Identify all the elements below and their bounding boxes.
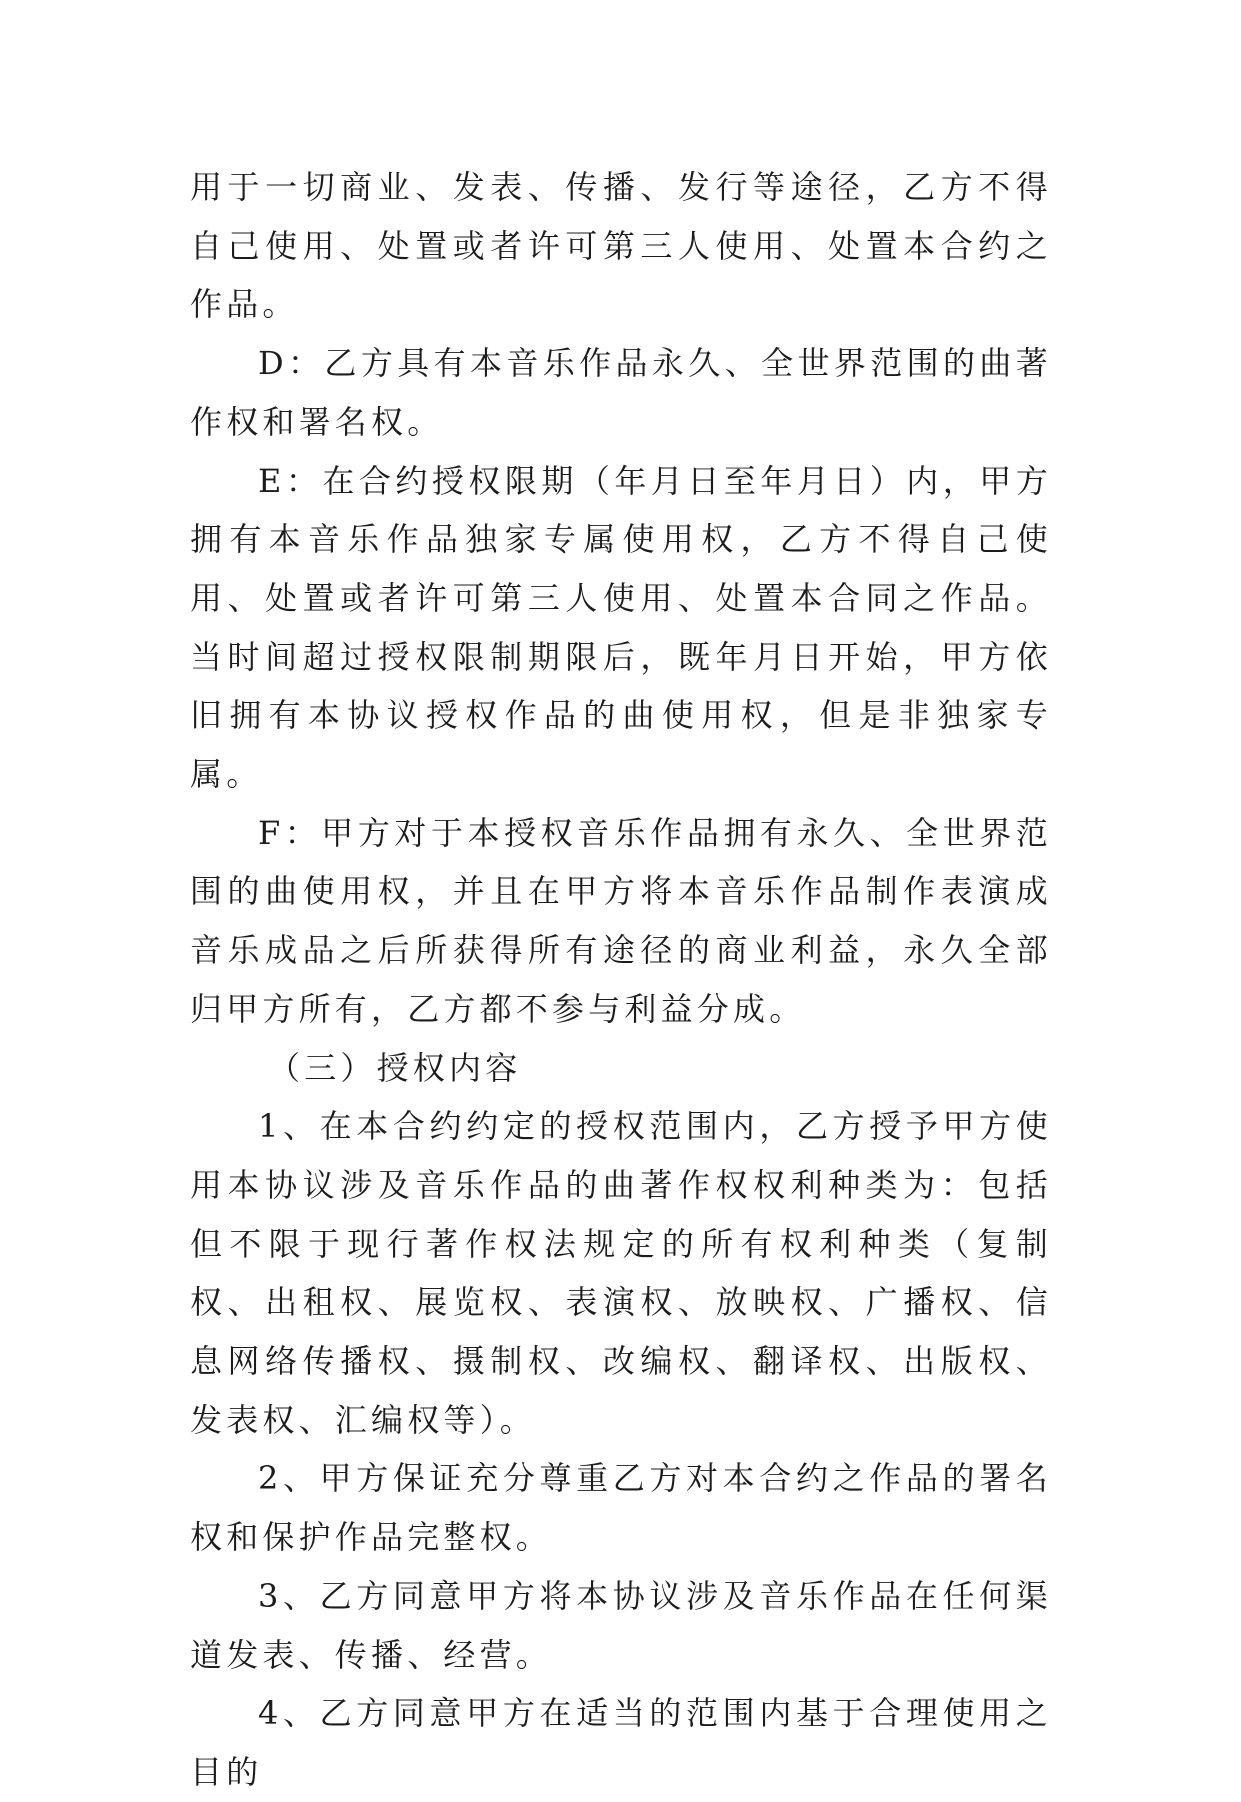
paragraph-clause-f: F：甲方对于本授权音乐作品拥有永久、全世界范围的曲使用权，并且在甲方将本音乐作品制作表演成音乐成品之后所获得所有途径的商业利益，永久全部归甲方所有，乙方都不参与利益分成。 <box>190 813 1052 1028</box>
paragraph-clause-e: E：在合约授权限期（年月日至年月日）内，甲方拥有本音乐作品独家专属使用权，乙方不得自己使用、处置或者许可第三人使用、处置本合同之作品。当时间超过授权限制期限后，既年月日开始，甲方依旧拥有本协议授权作品的曲使用权，但是非独家专属。 <box>190 461 1052 794</box>
section-heading-authorization-content: （三）授权内容 <box>268 1048 522 1087</box>
document-body <box>190 158 1052 1802</box>
paragraph-item-2: 2、甲方保证充分尊重乙方对本合约之作品的署名权和保护作品完整权。 <box>190 1459 1052 1557</box>
paragraph-item-4: 4、乙方同意甲方在适当的范围内基于合理使用之目的 <box>190 1694 1052 1791</box>
paragraph-clause-d: D：乙方具有本音乐作品永久、全世界范围的曲著作权和署名权。 <box>190 344 1052 441</box>
paragraph-usage-scope: 用于一切商业、发表、传播、发行等途径，乙方不得自己使用、处置或者许可第三人使用、处置本合约之作品。 <box>190 168 1052 324</box>
paragraph-item-1: 1、在本合约约定的授权范围内，乙方授予甲方使用本协议涉及音乐作品的曲著作权权利种类为：包括但不限于现行著作权法规定的所有权利种类（复制权、出租权、展览权、表演权、放映权、广播权、信息网络传播权、摄制权、改编权、翻译权、出版权、发表权、汇编权等）。 <box>190 1107 1052 1439</box>
paragraph-item-3: 3、乙方同意甲方将本协议涉及音乐作品在任何渠道发表、传播、经营。 <box>190 1576 1052 1674</box>
